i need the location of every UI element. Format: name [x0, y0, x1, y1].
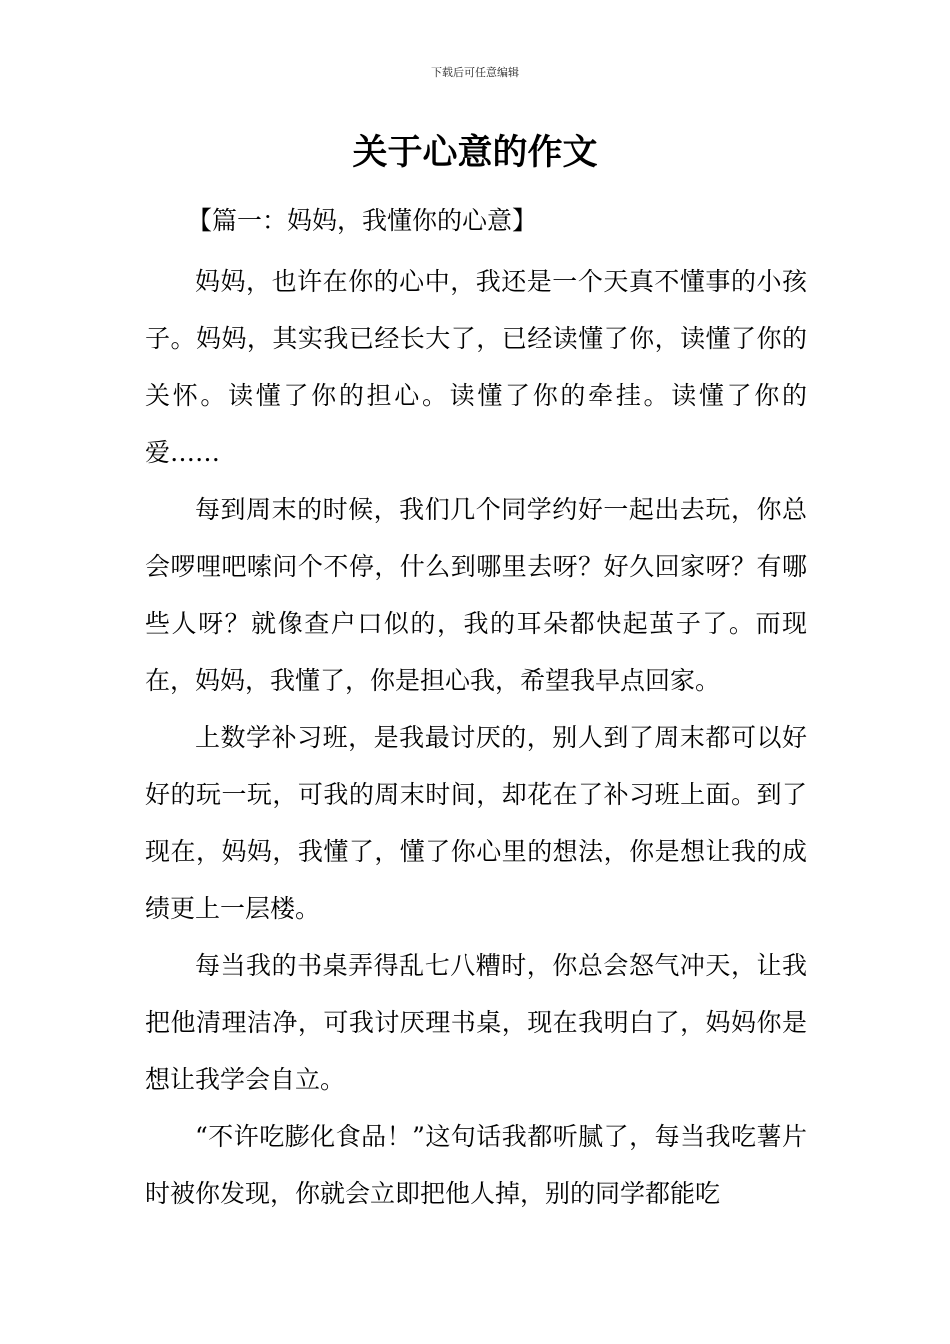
paragraph: “不许吃膨化食品！”这句话我都听腻了，每当我吃薯片时被你发现，你就会立即把他人掉，别的同学都能吃 [145, 1122, 807, 1208]
document-title: 关于心意的作文 [352, 133, 598, 173]
paragraph: 每当我的书桌弄得乱七八糟时，你总会怒气冲天，让我把他清理洁净，可我讨厌理书桌，现在我明白了，妈妈你是想让我学会自立。 [145, 951, 807, 1094]
paragraph: 每到周末的时候，我们几个同学约好一起出去玩，你总会啰哩吧嗦问个不停，什么到哪里去呀？好久回家呀？有哪些人呀？就像查户口似的，我的耳朵都快起茧子了。而现在，妈妈，我懂了，你是担心我，希望我早点回家。 [145, 495, 807, 695]
paragraph: 上数学补习班，是我最讨厌的，别人到了周末都可以好好的玩一玩，可我的周末时间，却花在了补习班上面。到了现在，妈妈，我懂了，懂了你心里的想法，你是想让我的成绩更上一层楼。 [145, 723, 807, 923]
section-heading: 【篇一：妈妈，我懂你的心意】 [187, 206, 538, 235]
paragraph: 妈妈，也许在你的心中，我还是一个天真不懂事的小孩子。妈妈，其实我已经长大了，已经读懂了你，读懂了你的关怀。读懂了你的担心。读懂了你的牵挂。读懂了你的爱…… [145, 267, 807, 467]
document-body [145, 196, 807, 1222]
header-note: 下载后可任意编辑 [431, 66, 519, 79]
